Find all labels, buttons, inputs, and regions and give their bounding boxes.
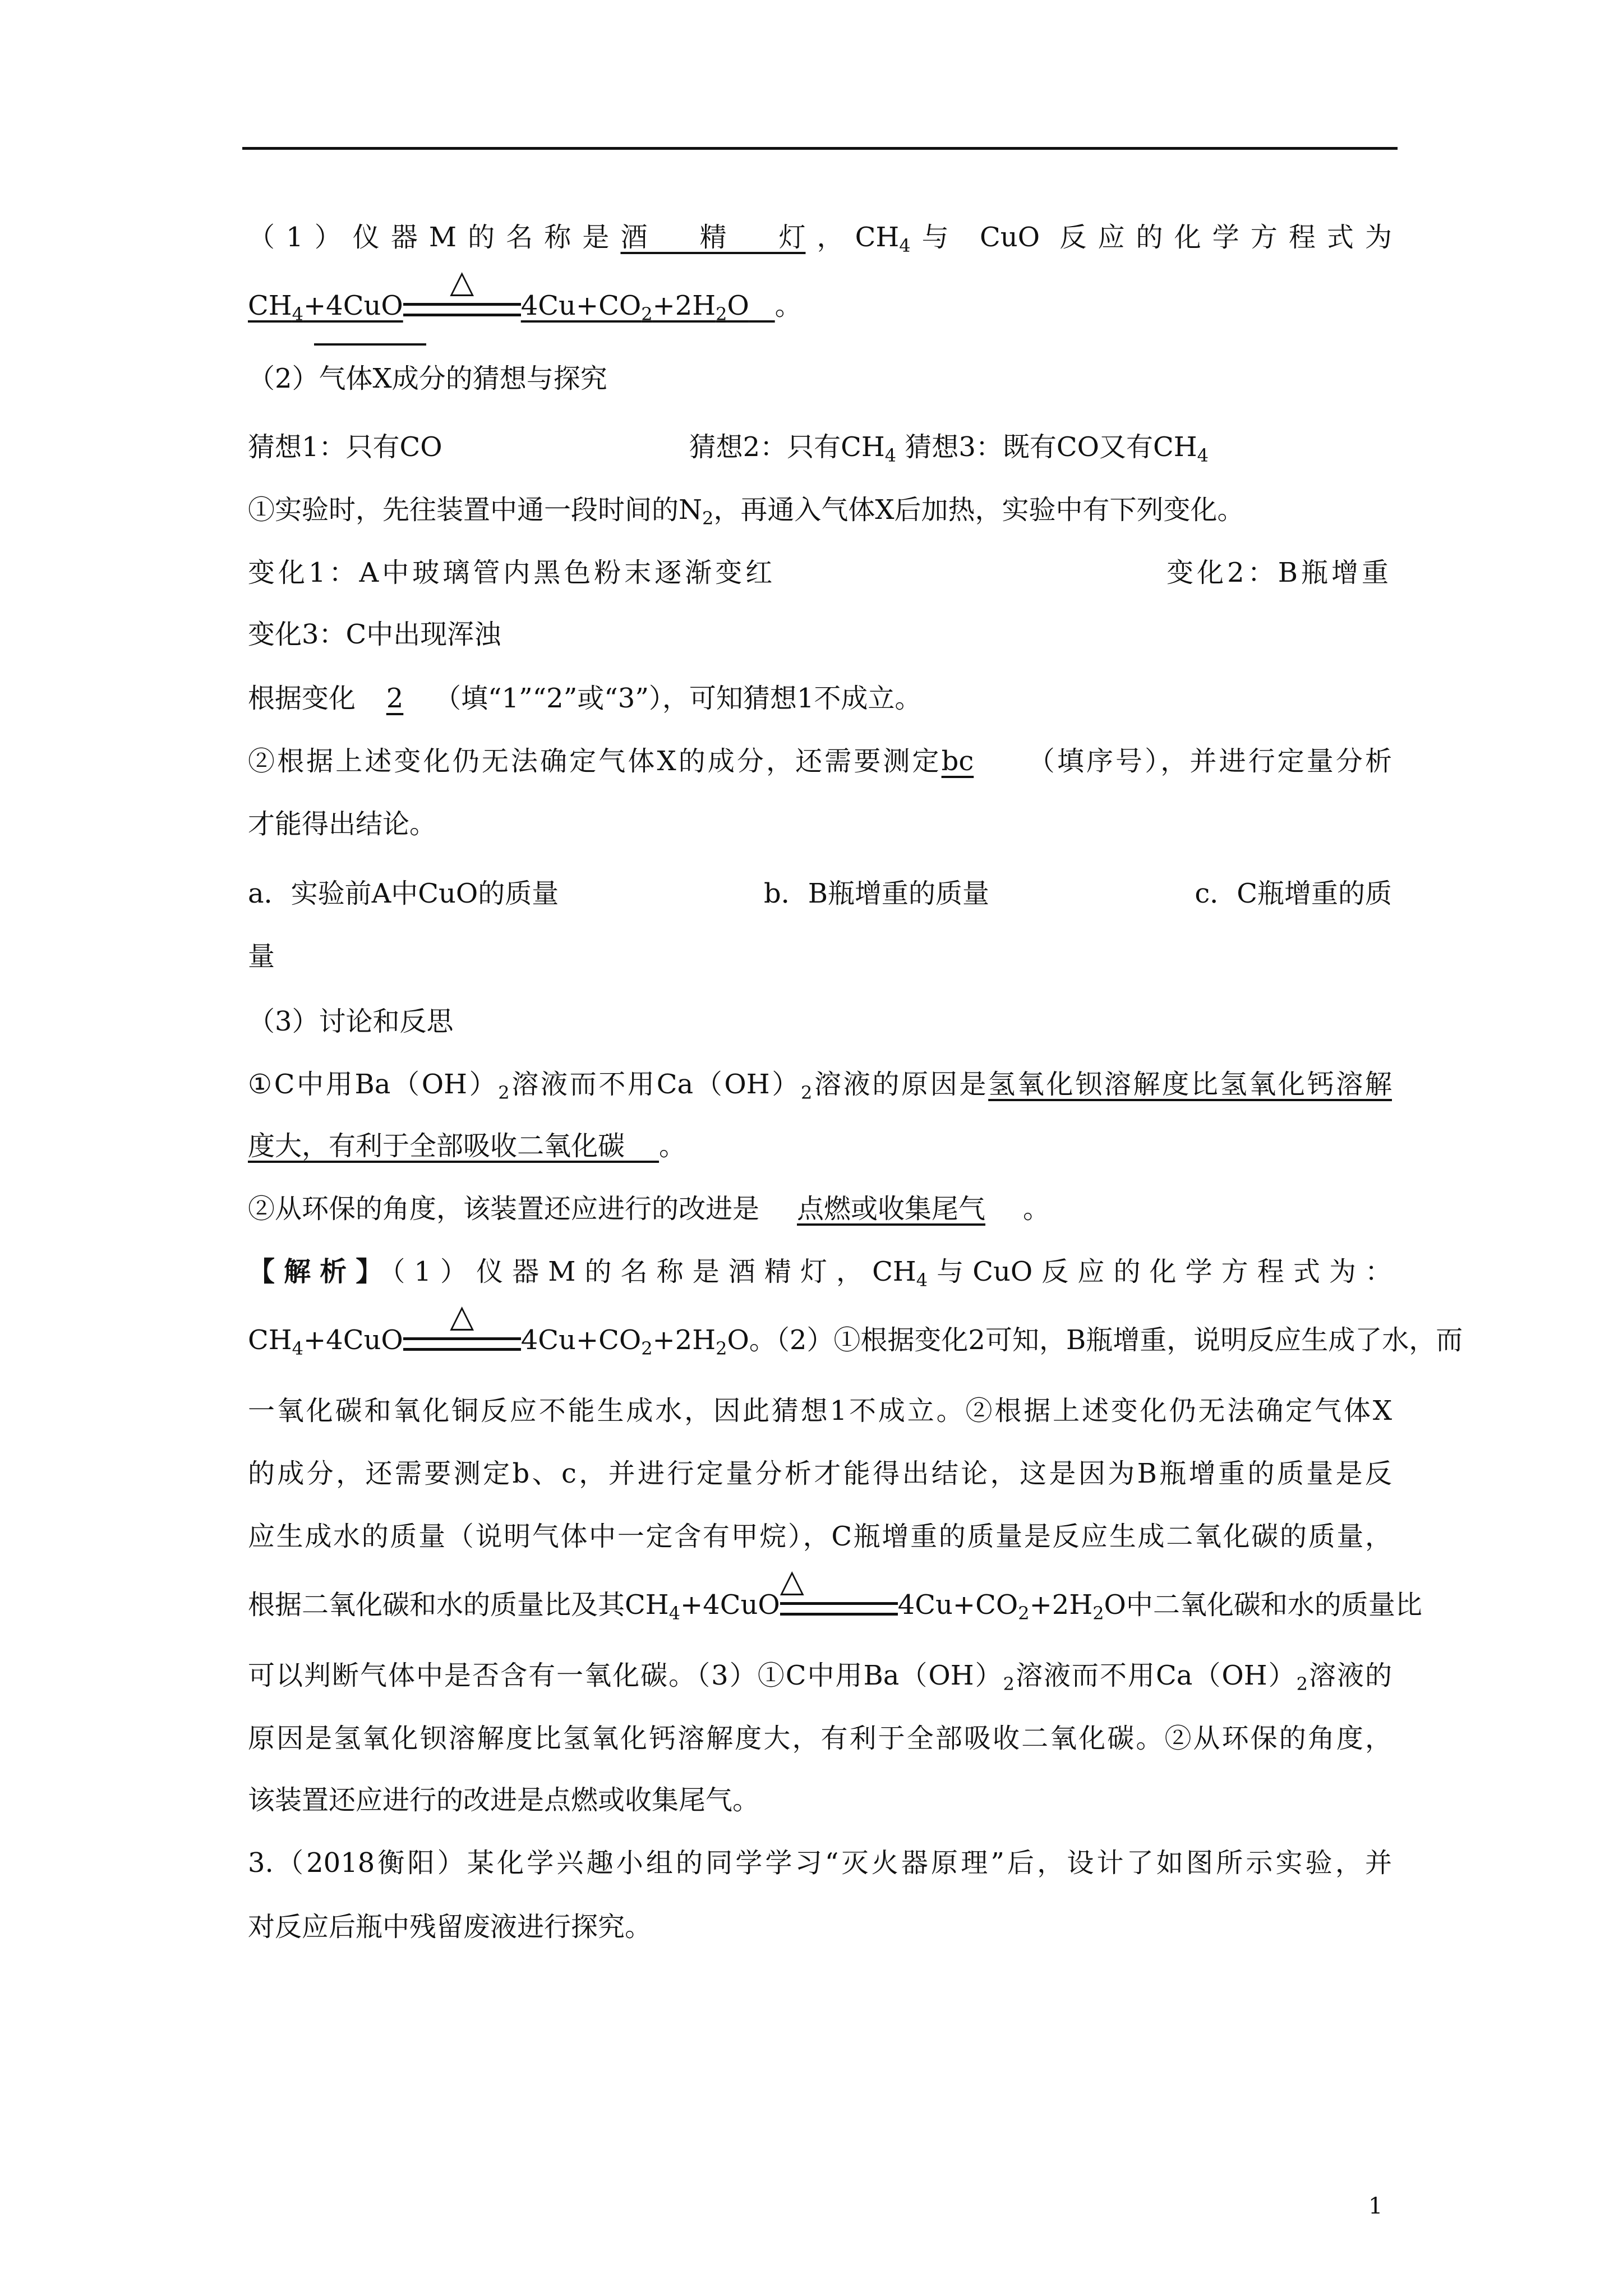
delta-icon: △ xyxy=(780,1563,804,1599)
answer-r1: 氢氧化钡溶解度比氢氧化钙溶解 xyxy=(988,1069,1392,1100)
analysis-line3: 一氧化碳和氧化铜反应不能生成水，因此猜想1不成立。②根据上述变化仍无法确定气体X xyxy=(248,1395,1392,1427)
answer-blank-measure: bc xyxy=(941,746,974,777)
analysis-line8: 原因是氢氧化钡溶解度比氢氧化钙溶解度大，有利于全部吸收二氧化碳。②从环保的角度， xyxy=(248,1723,1392,1754)
q3-next-line1: 3.（2018衡阳）某化学兴趣小组的同学学习“灭火器原理”后，设计了如图所示实验，并 xyxy=(248,1847,1392,1879)
heating-equals-sign-3 xyxy=(780,1563,898,1625)
q2-changes: 变化1：A中玻璃管内黑色粉末逐渐变红 变化2：B瓶增重 xyxy=(248,557,1392,588)
analysis-line1: 【解析】（1）仪器M的名称是酒精灯，$CH_4$与CuO反应的化学方程式为： xyxy=(248,1256,1392,1291)
heating-equals-sign-2 xyxy=(403,1298,521,1360)
q2-step2-cont: 才能得出结论。 xyxy=(248,808,437,840)
analysis-line4: 的成分，还需要测定b、c，并进行定量分析才能得出结论，这是因为B瓶增重的质量是反 xyxy=(248,1458,1392,1489)
analysis-line5: 应生成水的质量（说明气体中一定含有甲烷），C瓶增重的质量是反应生成二氧化碳的质量， xyxy=(248,1521,1392,1552)
option-a: a．实验前A中CuO的质量 xyxy=(248,878,559,909)
q2-option-c-cont: 量 xyxy=(248,941,275,972)
heating-equals-sign xyxy=(403,264,521,325)
q2-title: （2）气体X成分的猜想与探究 xyxy=(248,363,607,394)
q3-next-line2: 对反应后瓶中残留废液进行探究。 xyxy=(248,1911,652,1943)
q3-r1: ①C中用$Ba(OH)_2$溶液而不用$Ca(OH)_2$溶液的原因是氢氧化钡溶解度比氢氧化钙溶解 xyxy=(248,1069,1392,1103)
answer-blank-m: 酒精灯 xyxy=(620,222,806,253)
equation-answer: $CH_4+4CuO$ △ $4Cu+CO_2+2H_2O$ xyxy=(248,264,749,325)
analysis-line6: 根据二氧化碳和水的质量比及其$CH_4+4CuO$ △ $4Cu+CO_2+2H_2O$中二氧化碳和水的质量比 xyxy=(248,1563,1422,1624)
q3-r2: ②从环保的角度，该装置还应进行的改进是 点燃或收集尾气 。 xyxy=(248,1189,1392,1228)
option-b: b．B瓶增重的质量 xyxy=(764,878,990,909)
answer-blank-improve: 点燃或收集尾气 xyxy=(797,1193,986,1225)
q1-equation-line: $CH_4+4CuO$ △ $4Cu+CO_2+2H_2O$ 。 xyxy=(248,264,802,325)
answer-blank-change: 2 xyxy=(386,683,404,714)
q2-step1: ①实验时，先往装置中通一段时间的$N_2$，再通入气体X后加热，实验中有下列变化。 xyxy=(248,494,1244,529)
page-number: 1 xyxy=(1368,2193,1383,2219)
analysis-line9: 该装置还应进行的改进是点燃或收集尾气。 xyxy=(248,1784,760,1816)
q1-line1: （1）仪器M的名称是酒精灯，$CH_4$与 CuO 反应的化学方程式为 xyxy=(248,218,1392,257)
q2-judge: 根据变化 2 （填“1”“2”或“3”），可知猜想1不成立。 xyxy=(248,679,1392,718)
q3-r1-cont: 度大，有利于全部吸收二氧化碳 。 xyxy=(248,1130,686,1162)
delta-icon: △ xyxy=(450,264,474,300)
header-rule xyxy=(242,147,1398,150)
q2-guesses: 猜想1：只有CO 猜想2：只有$CH_4$ 猜想3：既有CO又有$CH_4$ xyxy=(248,431,1209,466)
delta-icon: △ xyxy=(450,1298,474,1335)
q3-title: （3）讨论和反思 xyxy=(248,1006,454,1037)
equation-underline-extra xyxy=(314,343,426,346)
analysis-line2: $CH_4+4CuO$ △ $4Cu+CO_2+2H_2O$。（2）①根据变化2可知，B瓶增重，说明反应生成了水，而 xyxy=(248,1298,1463,1359)
q2-step2: ②根据上述变化仍无法确定气体X的成分，还需要测定bc （填序号），并进行定量分析 xyxy=(248,742,1392,781)
analysis-line7: 可以判断气体中是否含有一氧化碳。（3）①C中用$Ba(OH)_2$溶液而不用$Ca(OH)_2$溶液的 xyxy=(248,1660,1392,1695)
q2-change3: 变化3：C中出现浑浊 xyxy=(248,619,501,650)
option-c: c．C瓶增重的质 xyxy=(1195,878,1392,909)
q2-options xyxy=(248,874,1392,913)
